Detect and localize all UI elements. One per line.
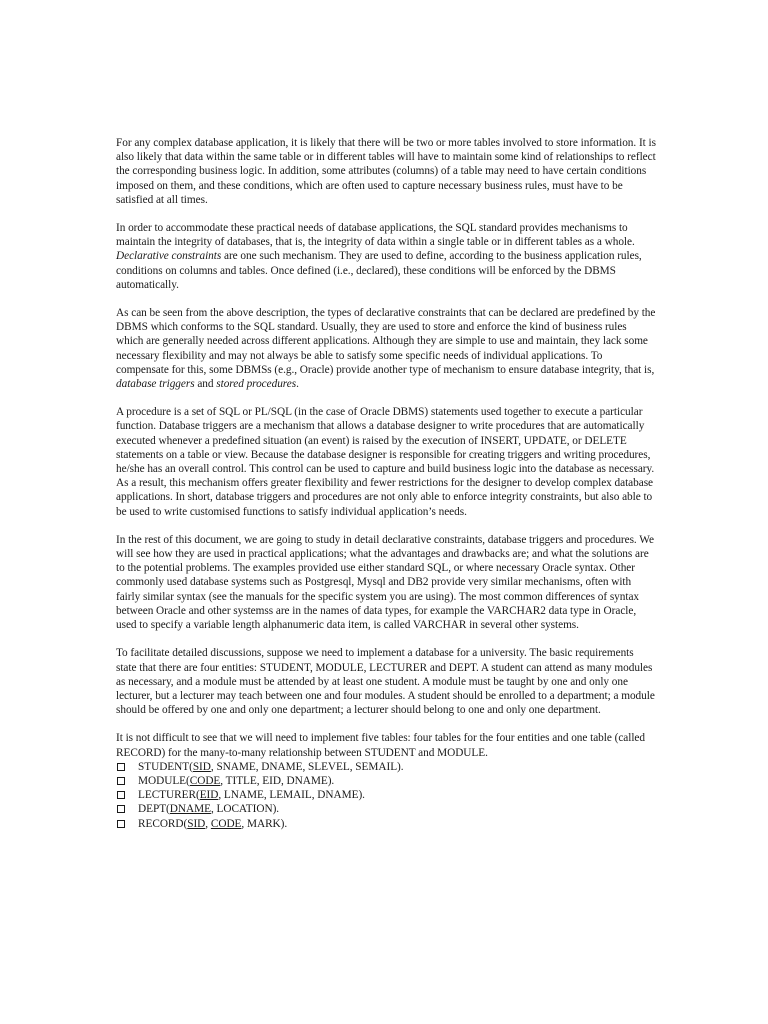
checkbox-bullet-icon <box>117 791 125 799</box>
text-run: In order to accommodate these practical needs of database applications, the SQL standard provides mechanisms to maintain the integrity of databases, that is, the integrity of data within a single table or in different tables as a whole. <box>116 222 635 249</box>
paragraph-five-tables: It is not difficult to see that we will need to implement five tables: four tables for the four entities and one table (called RECORD) for the many-to-many relationship between STUDENT and MODULE. <box>116 732 645 759</box>
paragraph-declarative-constraints <box>116 221 656 292</box>
table-name: STUDENT( <box>138 760 193 773</box>
primary-key: SID <box>192 760 211 773</box>
primary-key: SID <box>187 817 206 830</box>
primary-key: CODE <box>189 774 221 787</box>
table-name: RECORD( <box>138 817 188 830</box>
italic-term-stored-procedures: stored procedures <box>216 378 297 391</box>
paragraph-intro: For any complex database application, it is likely that there will be two or more tables involved to store information. It is also likely that data within the same table or in different tables will have to maintain some kind of relationships to reflect the corresponding business logic. In addition, some attributes (columns) of a table may need to have certain conditions imposed on them, and these conditions, which are often used to capture necessary business rules, must have to be satisfied at all times. <box>116 137 656 206</box>
checkbox-bullet-icon <box>117 805 125 813</box>
paragraph-triggers-procedures <box>116 306 656 391</box>
table-columns: , TITLE, EID, DNAME). <box>220 774 335 787</box>
text-run: . <box>296 378 299 391</box>
document-page <box>116 136 656 831</box>
text-run: and <box>194 378 217 391</box>
primary-key: DNAME <box>169 803 211 816</box>
text-run: are one such mechanism. They are used to define, according to the business application rules, conditions on columns and tables. Once defined (i.e., declared), these conditions will be enforced by the DBMS automatically. <box>116 250 642 291</box>
paragraph-document-overview: In the rest of this document, we are going to study in detail declarative constraints, database triggers and procedures. We will see how they are used in practical applications; what the advantages and drawbacks are; and what the solutions are to the potential problems. The examples provided use either standard SQL, or where necessary Oracle syntax. Other commonly used database systems such as Postgresql, Mysql and DB2 provide very similar mechanisms, often with fairly similar syntax (see the manuals for the specific system you are using). The most common differences of syntax between Oracle and other systemss are in the names of data types, for example the VARCHAR2 data type in Oracle, used to specify a variable length alphanumeric data item, is called VARCHAR in several other systems. <box>116 533 654 632</box>
primary-key: CODE <box>210 817 242 830</box>
list-item <box>116 774 656 788</box>
list-item <box>116 760 656 774</box>
table-name: LECTURER( <box>138 789 200 802</box>
italic-term-declarative-constraints: Declarative constraints <box>116 250 222 263</box>
table-name: DEPT( <box>138 803 170 816</box>
list-item <box>116 788 656 802</box>
table-name: MODULE( <box>138 774 190 787</box>
table-columns: , MARK). <box>241 817 288 830</box>
table-columns: , LOCATION). <box>210 803 280 816</box>
paragraph-university-example: To facilitate detailed discussions, suppose we need to implement a database for a university. The basic requirements state that there are four entities: STUDENT, MODULE, LECTURER and DEPT. A student can attend as many modules as necessary, and a module must be attended by at least one student. A module must be taught by one and only one lecturer, but a lecturer may teach between one and four modules. A student should be enrolled to a department; a module should be offered by one and only one department; a lecturer should belong to one and only one department. <box>116 647 655 717</box>
list-item <box>116 802 656 816</box>
paragraph-procedure-definition: A procedure is a set of SQL or PL/SQL (in the case of Oracle DBMS) statements used together to execute a particular function. Database triggers are a mechanism that allows a database designer to write procedures that are automatically executed whenever a predefined situation (an event) is raised by the execution of INSERT, UPDATE, or DELETE statements on a table or view. Because the database designer is responsible for creating triggers and writing procedures, he/she has an overall control. This control can be used to capture and build business logic into the database as necessary. As a result, this mechanism offers greater flexibility and fewer restrictions for the designer to develop complex database applications. In short, database triggers and procedures are not only able to enforce integrity constraints, but also able to be used to write customised functions to satisfy individual application’s needs. <box>116 406 655 518</box>
table-columns: , LNAME, LEMAIL, DNAME). <box>218 789 365 802</box>
italic-term-database-triggers: database triggers <box>116 378 195 391</box>
checkbox-bullet-icon <box>117 820 125 828</box>
separator: , <box>205 817 211 830</box>
table-columns: , SNAME, DNAME, SLEVEL, SEMAIL). <box>210 760 404 773</box>
list-item <box>116 817 656 831</box>
table-list <box>116 760 656 831</box>
checkbox-bullet-icon <box>117 763 125 771</box>
primary-key: EID <box>199 789 219 802</box>
checkbox-bullet-icon <box>117 777 125 785</box>
text-run: As can be seen from the above description, the types of declarative constraints that can be declared are predefined by the DBMS which conforms to the SQL standard. Usually, they are used to store and enforce the kind of business rules which are generally needed across different applications. Although they are simple to use and maintain, they lack some necessary flexibility and may not always be able to satisfy some specific needs of individual applications. To compensate for this, some DBMSs (e.g., Oracle) provide another type of mechanism to ensure database integrity, that is, <box>116 307 656 376</box>
